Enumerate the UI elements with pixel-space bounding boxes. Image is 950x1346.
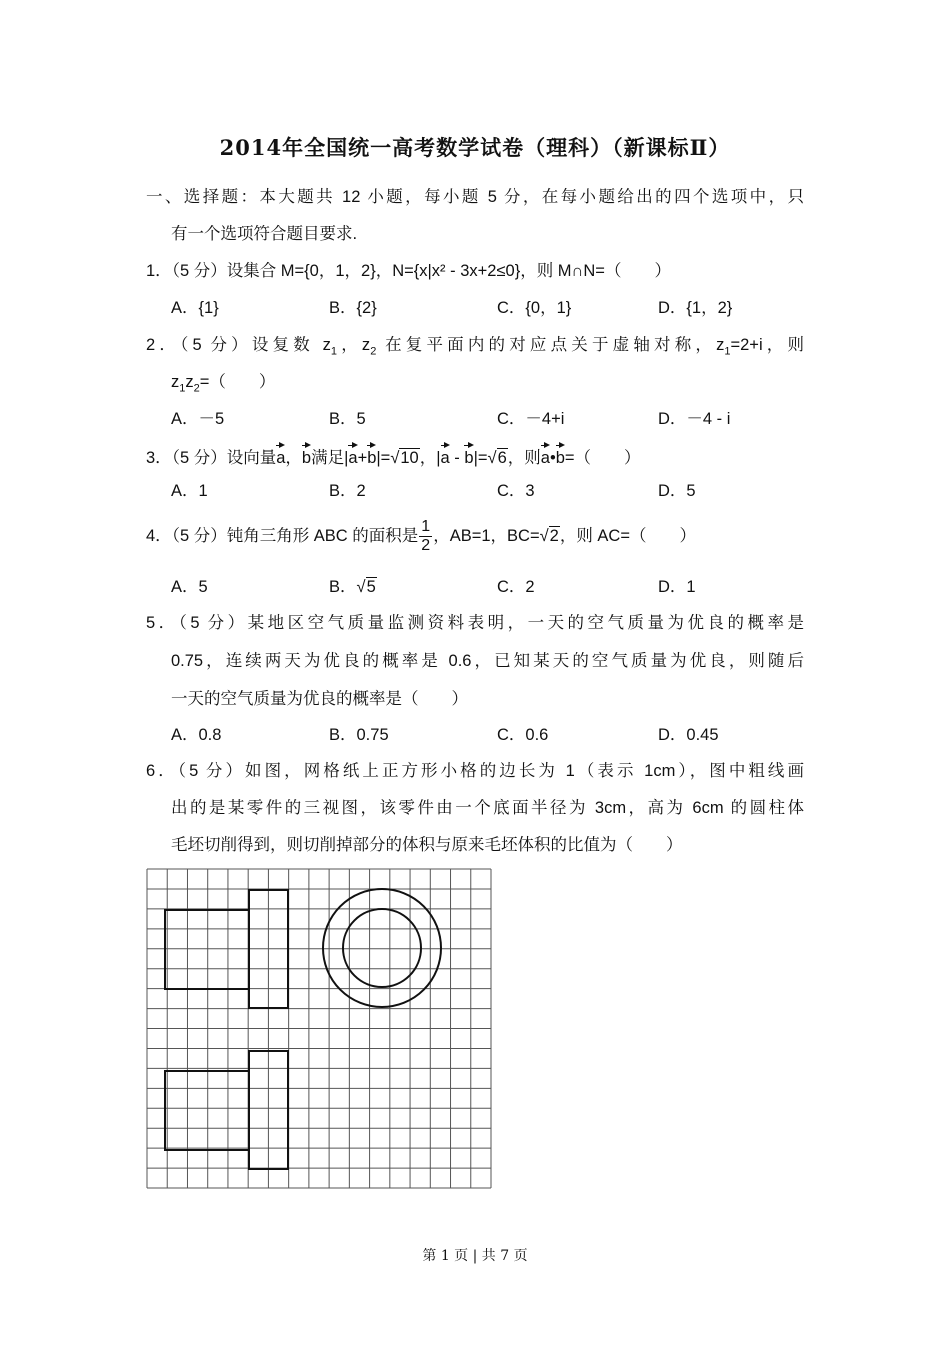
q2-text: =2+i，则 — [730, 336, 804, 354]
q4-option-b — [329, 576, 377, 598]
q2-subscript: 2 — [193, 382, 200, 395]
question-5-line3: 一天的空气质量为优良的概率是（ ） — [171, 690, 468, 708]
question-2-line2 — [171, 371, 275, 399]
vector-b: b — [367, 443, 376, 469]
sqrt-5: √5 — [356, 578, 376, 596]
q2-text: ，z — [337, 336, 371, 354]
vector-a: a — [348, 443, 357, 469]
q2-option-d: D．－4 - i — [658, 410, 731, 428]
fraction-denominator: 2 — [421, 537, 431, 555]
grid-lines — [147, 869, 491, 1188]
question-number: 6． — [146, 762, 178, 780]
q2-text: =（ ） — [199, 373, 276, 391]
question-number: 3． — [146, 449, 172, 467]
q5-option-a: A．0.8 — [171, 726, 222, 744]
q1-option-b: B．{2} — [329, 299, 377, 317]
vector-b: b — [302, 443, 311, 469]
q3-text: - — [449, 449, 465, 467]
q2-text: （5 分）设复数 z — [180, 336, 331, 354]
radicand: 6 — [497, 449, 507, 467]
q3-text: （5 分）设向量 — [171, 449, 277, 467]
vector-b: b — [464, 443, 473, 469]
q5-option-d: D．0.45 — [658, 726, 719, 744]
vector-b: b — [556, 443, 565, 469]
q4-text: （5 分）钝角三角形 ABC 的面积是 — [171, 527, 419, 545]
q2-subscript: 1 — [724, 345, 731, 358]
q3-text: ，| — [419, 449, 441, 467]
fraction-numerator: 1 — [421, 518, 431, 536]
top-view-inner-circle — [343, 909, 421, 987]
q3-text: |= — [473, 449, 488, 467]
q3-option-d: D．5 — [658, 482, 696, 500]
q3-option-a: A．1 — [171, 482, 208, 500]
question-5-line2: 0.75，连续两天为优良的概率是 0.6，已知某天的空气质量为优良，则随后 — [171, 652, 804, 670]
radicand: 10 — [400, 449, 419, 467]
q3-text: =（ ） — [564, 449, 641, 467]
q3-option-b: B．2 — [329, 482, 366, 500]
vector-a: a — [541, 443, 550, 469]
q3-option-c: C．3 — [497, 482, 535, 500]
question-1 — [146, 260, 671, 282]
fraction-one-half — [419, 518, 432, 555]
top-view-outer-circle — [323, 889, 441, 1007]
page-title: 2014年全国统一高考数学试卷（理科）（新课标Ⅱ） — [219, 135, 731, 160]
question-5-line1 — [146, 612, 804, 634]
q4-text: ，则 AC=（ ） — [559, 527, 696, 545]
question-number: 2． — [146, 336, 181, 354]
sqrt-2: √2 — [539, 527, 559, 545]
q2-text: 在复平面内的对应点关于虚轴对称，z — [376, 336, 725, 354]
vector-a: a — [441, 443, 450, 469]
q2-text: z — [185, 373, 194, 391]
three-view-grid-figure — [146, 868, 492, 1190]
radicand: 5 — [366, 578, 376, 596]
q3-text: |= — [376, 449, 391, 467]
q2-option-c: C．－4+i — [497, 410, 565, 428]
q4-option-a: A．5 — [171, 578, 208, 596]
vector-a: a — [276, 443, 285, 469]
question-4 — [146, 518, 696, 555]
q2-option-a: A．－5 — [171, 410, 225, 428]
q4-text: ，AB=1，BC= — [433, 527, 540, 545]
q6-text: （5 分）如图，网格纸上正方形小格的边长为 1（表示 1cm），图中粗线画 — [177, 762, 804, 780]
q5-option-b: B．0.75 — [329, 726, 389, 744]
q3-text: 满足| — [311, 449, 349, 467]
sqrt-10: √10 — [390, 449, 419, 467]
q3-text: + — [357, 449, 368, 467]
question-number: 4． — [146, 527, 172, 545]
q4-option-d: D．1 — [658, 578, 696, 596]
question-number: 5． — [146, 614, 179, 632]
section-heading-line1: 一、选择题：本大题共 12 小题，每小题 5 分，在每小题给出的四个选项中，只 — [146, 188, 804, 206]
q3-text: ， — [285, 449, 302, 467]
q2-option-b: B．5 — [329, 410, 366, 428]
q5-text: （5 分）某地区空气质量监测资料表明，一天的空气质量为优良的概率是 — [178, 614, 804, 632]
q2-subscript: 1 — [179, 382, 186, 395]
question-6-line3: 毛坯切削得到，则切削掉部分的体积与原来毛坯体积的比值为（ ） — [171, 836, 683, 854]
q4-option-c: C．2 — [497, 578, 535, 596]
question-6-line2: 出的是某零件的三视图，该零件由一个底面半径为 3cm，高为 6cm 的圆柱体 — [171, 799, 804, 817]
option-label: B． — [329, 578, 357, 596]
section-heading-line2: 有一个选项符合题目要求. — [171, 225, 358, 243]
side-view-left-rect — [165, 1071, 249, 1150]
q1-option-d: D．{1，2} — [658, 299, 733, 317]
question-number: 1． — [146, 262, 172, 280]
q3-text: ，则 — [507, 449, 541, 467]
question-6-line1 — [146, 760, 804, 782]
q1-option-a: A．{1} — [171, 299, 219, 317]
page-footer: 第 1 页 | 共 7 页 — [422, 1248, 528, 1264]
sqrt-6: √6 — [487, 449, 507, 467]
question-3 — [146, 443, 641, 469]
q2-subscript: 1 — [330, 345, 338, 358]
q2-subscript: 2 — [370, 345, 377, 358]
radicand: 2 — [549, 527, 559, 545]
question-2-line1 — [146, 334, 804, 362]
q5-option-c: C．0.6 — [497, 726, 549, 744]
q2-text: z — [171, 373, 180, 391]
front-view-left-rect — [165, 910, 249, 989]
q1-option-c: C．{0，1} — [497, 299, 572, 317]
question-text: （5 分）设集合 M={0，1，2}，N={x|x² - 3x+2≤0}，则 M∩N=（ ） — [171, 262, 671, 280]
q3-text: • — [549, 449, 556, 467]
